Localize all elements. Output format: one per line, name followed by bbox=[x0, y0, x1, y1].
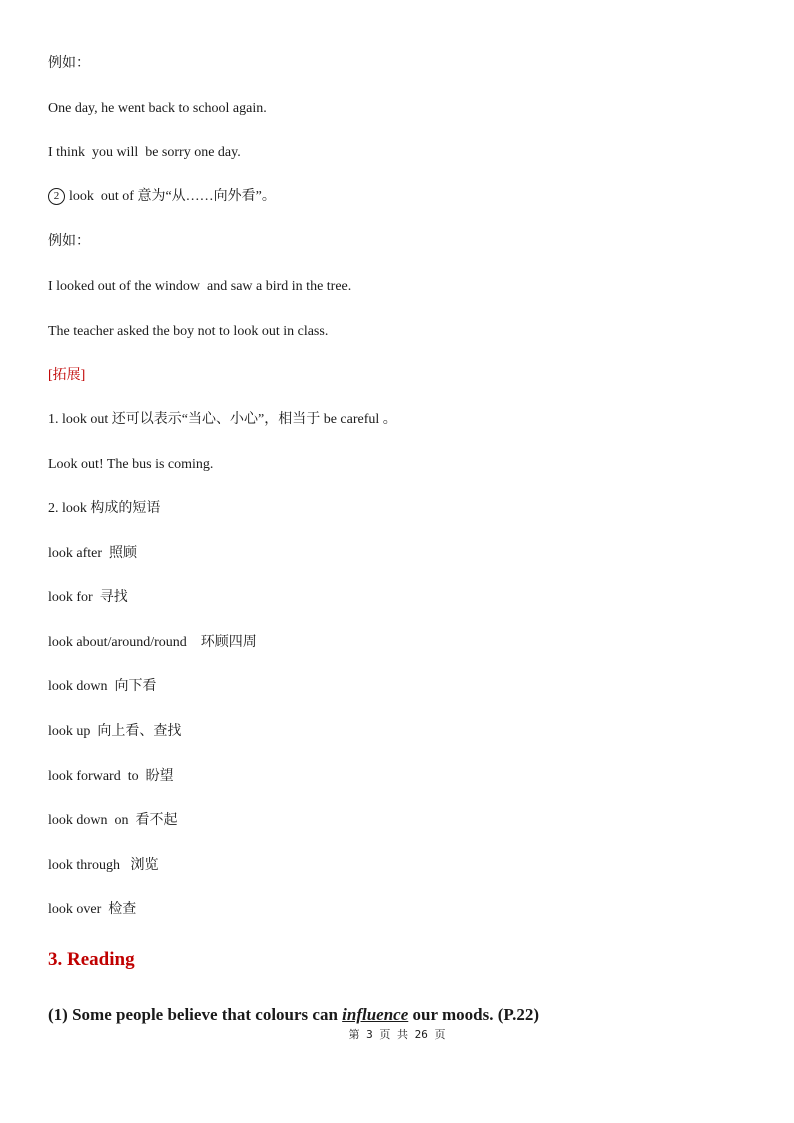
example-sentence: Look out! The bus is coming. bbox=[48, 457, 214, 472]
phrase-item: look after 照顾 bbox=[48, 546, 138, 561]
extension-point: 2. look 构成的短语 bbox=[48, 501, 161, 516]
section-heading: 3. Reading bbox=[48, 949, 135, 970]
phrase-item: look down 向下看 bbox=[48, 679, 157, 694]
extension-point: 1. look out 还可以表示“当心、小心”，相当于 be careful 。 bbox=[48, 412, 397, 427]
example-sentence: One day, he went back to school again. bbox=[48, 101, 267, 116]
phrase-item: look through 浏览 bbox=[48, 858, 159, 873]
phrase-item: look forward to 盼望 bbox=[48, 769, 174, 784]
example-label: 例如： bbox=[48, 234, 90, 249]
numbered-item bbox=[48, 188, 276, 206]
circled-number: 2 bbox=[48, 188, 65, 205]
example-label: 例如： bbox=[48, 56, 90, 71]
sentence-text: (1) Some people believe that colours can bbox=[48, 1005, 343, 1024]
phrase-item: look down on 看不起 bbox=[48, 813, 178, 828]
phrase-item: look for 寻找 bbox=[48, 590, 128, 605]
example-sentence: I think you will be sorry one day. bbox=[48, 145, 241, 160]
page-footer: 第 3 页 共 26 页 bbox=[348, 1028, 446, 1041]
phrase-item: look up 向上看、查找 bbox=[48, 724, 182, 739]
sentence-keyword: influence bbox=[342, 1005, 409, 1024]
extension-tag: [拓展] bbox=[48, 368, 86, 383]
item-text: look out of 意为“从……向外看”。 bbox=[69, 189, 276, 204]
example-sentence: I looked out of the window and saw a bird in the tree. bbox=[48, 279, 352, 294]
sentence-text: our moods. (P.22) bbox=[408, 1005, 540, 1024]
key-sentence bbox=[48, 1004, 539, 1026]
example-sentence: The teacher asked the boy not to look out in class. bbox=[48, 324, 329, 339]
phrase-item: look over 检查 bbox=[48, 902, 137, 917]
phrase-item: look about/around/round 环顾四周 bbox=[48, 635, 257, 650]
